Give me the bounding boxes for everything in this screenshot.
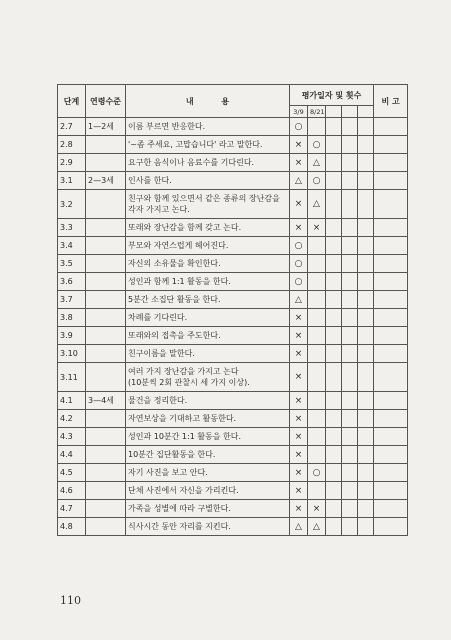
content-line: 또래와의 접촉을 주도한다. (128, 331, 221, 340)
content-line: 요구한 음식이나 음료수를 기다린다. (128, 158, 255, 167)
table-row (58, 309, 408, 327)
note-cell (374, 446, 408, 464)
step-cell: 4.2 (58, 410, 86, 428)
eval-mark-5 (358, 237, 374, 255)
step-cell: 2.7 (58, 118, 86, 136)
step-cell: 4.3 (58, 428, 86, 446)
eval-mark-3 (326, 136, 342, 154)
header-note: 비 고 (374, 85, 408, 118)
note-cell (374, 118, 408, 136)
content-line: 가족을 성별에 따라 구별한다. (128, 504, 231, 513)
eval-mark-5 (358, 291, 374, 309)
eval-mark-1: △ (290, 518, 308, 536)
eval-mark-3 (326, 446, 342, 464)
table-row (58, 500, 408, 518)
eval-mark-2: △ (308, 154, 326, 172)
header-content: 내 용 (126, 85, 290, 118)
eval-mark-5 (358, 118, 374, 136)
step-cell: 2.8 (58, 136, 86, 154)
eval-mark-2: × (308, 219, 326, 237)
table-row (58, 446, 408, 464)
eval-mark-3 (326, 118, 342, 136)
eval-mark-1: ○ (290, 118, 308, 136)
content-line: 차례를 기다린다. (128, 313, 188, 322)
level-cell (86, 327, 126, 345)
eval-mark-4 (342, 428, 358, 446)
step-cell: 4.7 (58, 500, 86, 518)
level-cell: 1—2세 (86, 118, 126, 136)
level-cell (86, 154, 126, 172)
content-line: 이름 부르면 반응한다. (128, 122, 206, 131)
eval-mark-4 (342, 410, 358, 428)
eval-mark-5 (358, 190, 374, 219)
note-cell (374, 345, 408, 363)
content-line: 자신의 소유물을 확인한다. (128, 259, 221, 268)
eval-mark-2 (308, 345, 326, 363)
eval-mark-5 (358, 255, 374, 273)
eval-mark-2 (308, 428, 326, 446)
header-date-2: 8/21 (308, 106, 326, 118)
eval-mark-5 (358, 136, 374, 154)
content-line: 자연보상을 기대하고 활동한다. (128, 414, 237, 423)
eval-mark-2: ○ (308, 172, 326, 190)
eval-mark-1: × (290, 392, 308, 410)
content-cell (126, 255, 290, 273)
step-cell: 4.4 (58, 446, 86, 464)
eval-mark-1: × (290, 190, 308, 219)
step-cell: 3.4 (58, 237, 86, 255)
eval-mark-4 (342, 327, 358, 345)
table-row (58, 118, 408, 136)
eval-mark-3 (326, 219, 342, 237)
eval-mark-2: ○ (308, 136, 326, 154)
content-line: 물건을 정리한다. (128, 396, 188, 405)
content-cell (126, 237, 290, 255)
eval-mark-4 (342, 518, 358, 536)
content-cell (126, 273, 290, 291)
eval-mark-3 (326, 482, 342, 500)
eval-mark-5 (358, 428, 374, 446)
level-cell (86, 500, 126, 518)
note-cell (374, 237, 408, 255)
note-cell (374, 136, 408, 154)
note-cell (374, 273, 408, 291)
step-cell: 3.11 (58, 363, 86, 392)
level-cell: 3—4세 (86, 392, 126, 410)
step-cell: 3.1 (58, 172, 86, 190)
step-cell: 4.6 (58, 482, 86, 500)
content-line: 성인과 10분간 1:1 활동을 한다. (128, 432, 242, 441)
level-cell (86, 219, 126, 237)
eval-mark-3 (326, 518, 342, 536)
eval-mark-1: × (290, 428, 308, 446)
content-cell (126, 345, 290, 363)
eval-mark-4 (342, 363, 358, 392)
eval-mark-4 (342, 136, 358, 154)
content-cell (126, 428, 290, 446)
table-row (58, 255, 408, 273)
content-cell (126, 500, 290, 518)
table-row (58, 428, 408, 446)
eval-mark-3 (326, 273, 342, 291)
table-row (58, 190, 408, 219)
eval-mark-1: × (290, 219, 308, 237)
eval-mark-1: × (290, 154, 308, 172)
eval-mark-3 (326, 190, 342, 219)
eval-mark-2: △ (308, 190, 326, 219)
table-row (58, 219, 408, 237)
step-cell: 3.9 (58, 327, 86, 345)
table-row (58, 410, 408, 428)
step-cell: 3.7 (58, 291, 86, 309)
note-cell (374, 482, 408, 500)
content-line: 부모와 자연스럽게 헤어진다. (128, 241, 229, 250)
table-row (58, 154, 408, 172)
step-cell: 4.8 (58, 518, 86, 536)
level-cell (86, 190, 126, 219)
level-cell (86, 273, 126, 291)
level-cell (86, 428, 126, 446)
eval-mark-5 (358, 327, 374, 345)
content-cell (126, 309, 290, 327)
content-line: 또래와 장난감을 함께 갖고 논다. (128, 223, 242, 232)
step-cell: 3.2 (58, 190, 86, 219)
eval-mark-4 (342, 500, 358, 518)
eval-mark-1: × (290, 345, 308, 363)
note-cell (374, 518, 408, 536)
note-cell (374, 428, 408, 446)
eval-mark-1: × (290, 500, 308, 518)
eval-mark-4 (342, 273, 358, 291)
header-eval: 평가일자 및 횟수 (290, 85, 374, 106)
table-body (58, 118, 408, 536)
content-cell (126, 446, 290, 464)
eval-mark-5 (358, 273, 374, 291)
header-step: 단계 (58, 85, 86, 118)
eval-mark-2: △ (308, 518, 326, 536)
eval-mark-1: × (290, 309, 308, 327)
table-row (58, 464, 408, 482)
eval-mark-4 (342, 255, 358, 273)
eval-mark-2 (308, 446, 326, 464)
content-line: 10분간 집단활동을 한다. (128, 450, 216, 459)
content-line: 각자 가지고 논다. (128, 205, 190, 214)
eval-mark-5 (358, 363, 374, 392)
eval-mark-1: △ (290, 291, 308, 309)
eval-mark-1: × (290, 410, 308, 428)
eval-mark-1: ○ (290, 237, 308, 255)
eval-mark-2 (308, 410, 326, 428)
content-line: 인사를 한다. (128, 176, 172, 185)
level-cell (86, 136, 126, 154)
eval-mark-1: ○ (290, 255, 308, 273)
content-line: 친구이름을 말한다. (128, 349, 195, 358)
step-cell: 3.8 (58, 309, 86, 327)
level-cell (86, 345, 126, 363)
eval-mark-5 (358, 309, 374, 327)
eval-mark-5 (358, 154, 374, 172)
content-line: 여러 가지 장난감을 가지고 논다 (128, 367, 239, 376)
content-cell (126, 154, 290, 172)
note-cell (374, 190, 408, 219)
content-cell (126, 136, 290, 154)
note-cell (374, 392, 408, 410)
eval-mark-3 (326, 291, 342, 309)
step-cell: 3.3 (58, 219, 86, 237)
content-line: 단체 사진에서 자신을 가리킨다. (128, 486, 239, 495)
eval-mark-3 (326, 345, 342, 363)
table-row (58, 392, 408, 410)
step-cell: 4.5 (58, 464, 86, 482)
eval-mark-5 (358, 464, 374, 482)
content-cell (126, 482, 290, 500)
eval-mark-2 (308, 363, 326, 392)
content-line: 5분간 소집단 활동을 한다. (128, 295, 221, 304)
eval-mark-4 (342, 190, 358, 219)
eval-mark-3 (326, 309, 342, 327)
level-cell (86, 410, 126, 428)
eval-mark-4 (342, 392, 358, 410)
header-date-4 (342, 106, 358, 118)
eval-mark-5 (358, 410, 374, 428)
eval-mark-3 (326, 363, 342, 392)
table-row (58, 291, 408, 309)
header-date-3 (326, 106, 342, 118)
table-row (58, 172, 408, 190)
eval-mark-1: × (290, 482, 308, 500)
content-line: 자기 사진을 보고 안다. (128, 468, 208, 477)
eval-mark-2 (308, 327, 326, 345)
table-row (58, 482, 408, 500)
eval-mark-3 (326, 255, 342, 273)
content-cell (126, 327, 290, 345)
note-cell (374, 363, 408, 392)
eval-mark-1: × (290, 327, 308, 345)
table-row (58, 345, 408, 363)
level-cell (86, 309, 126, 327)
eval-mark-2: ○ (308, 464, 326, 482)
content-cell (126, 363, 290, 392)
content-line: 성인과 함께 1:1 활동을 한다. (128, 277, 231, 286)
note-cell (374, 327, 408, 345)
eval-mark-3 (326, 172, 342, 190)
eval-mark-3 (326, 392, 342, 410)
eval-mark-2: × (308, 500, 326, 518)
note-cell (374, 309, 408, 327)
eval-mark-5 (358, 345, 374, 363)
content-cell (126, 518, 290, 536)
eval-mark-1: × (290, 464, 308, 482)
eval-mark-5 (358, 219, 374, 237)
header-date-1: 3/9 (290, 106, 308, 118)
content-line: (10분씩 2회 관찰시 세 가지 이상). (128, 378, 250, 387)
eval-mark-5 (358, 172, 374, 190)
content-cell (126, 118, 290, 136)
note-cell (374, 410, 408, 428)
eval-mark-2 (308, 118, 326, 136)
content-cell (126, 291, 290, 309)
step-cell: 2.9 (58, 154, 86, 172)
level-cell (86, 237, 126, 255)
step-cell: 3.5 (58, 255, 86, 273)
eval-mark-4 (342, 219, 358, 237)
level-cell (86, 464, 126, 482)
table-row (58, 518, 408, 536)
table-row (58, 327, 408, 345)
table-row (58, 136, 408, 154)
eval-mark-4 (342, 154, 358, 172)
content-line: '~좀 주세요, 고맙습니다' 라고 말한다. (128, 140, 263, 149)
eval-mark-4 (342, 482, 358, 500)
note-cell (374, 464, 408, 482)
step-cell: 3.10 (58, 345, 86, 363)
level-cell (86, 482, 126, 500)
eval-mark-2 (308, 291, 326, 309)
step-cell: 4.1 (58, 392, 86, 410)
note-cell (374, 291, 408, 309)
level-cell: 2—3세 (86, 172, 126, 190)
eval-mark-5 (358, 392, 374, 410)
eval-mark-2 (308, 237, 326, 255)
eval-mark-5 (358, 500, 374, 518)
eval-mark-4 (342, 118, 358, 136)
content-line: 친구와 함께 있으면서 같은 종류의 장난감을 (128, 194, 280, 203)
eval-mark-2 (308, 255, 326, 273)
eval-mark-3 (326, 464, 342, 482)
eval-mark-2 (308, 392, 326, 410)
table-row (58, 273, 408, 291)
content-cell (126, 464, 290, 482)
eval-mark-3 (326, 154, 342, 172)
eval-mark-2 (308, 309, 326, 327)
eval-mark-1: △ (290, 172, 308, 190)
eval-mark-5 (358, 518, 374, 536)
eval-mark-1: × (290, 136, 308, 154)
content-cell (126, 392, 290, 410)
header-level: 연령수준 (86, 85, 126, 118)
content-cell (126, 219, 290, 237)
eval-mark-4 (342, 464, 358, 482)
eval-mark-4 (342, 446, 358, 464)
page-number: 110 (60, 594, 81, 607)
note-cell (374, 154, 408, 172)
level-cell (86, 291, 126, 309)
eval-mark-5 (358, 482, 374, 500)
content-cell (126, 190, 290, 219)
eval-mark-2 (308, 273, 326, 291)
note-cell (374, 500, 408, 518)
eval-mark-3 (326, 327, 342, 345)
eval-mark-5 (358, 446, 374, 464)
table-row (58, 237, 408, 255)
content-cell (126, 410, 290, 428)
level-cell (86, 446, 126, 464)
step-cell: 3.6 (58, 273, 86, 291)
level-cell (86, 518, 126, 536)
evaluation-table (57, 84, 408, 536)
header-date-5 (358, 106, 374, 118)
content-line: 식사시간 동안 자리를 지킨다. (128, 522, 231, 531)
eval-mark-3 (326, 428, 342, 446)
note-cell (374, 255, 408, 273)
eval-mark-2 (308, 482, 326, 500)
table-row (58, 363, 408, 392)
eval-mark-4 (342, 237, 358, 255)
eval-mark-1: × (290, 363, 308, 392)
eval-mark-1: ○ (290, 273, 308, 291)
eval-mark-3 (326, 237, 342, 255)
level-cell (86, 363, 126, 392)
eval-mark-1: × (290, 446, 308, 464)
eval-mark-4 (342, 172, 358, 190)
eval-mark-4 (342, 291, 358, 309)
note-cell (374, 219, 408, 237)
level-cell (86, 255, 126, 273)
note-cell (374, 172, 408, 190)
eval-mark-3 (326, 500, 342, 518)
eval-mark-3 (326, 410, 342, 428)
content-cell (126, 172, 290, 190)
eval-mark-4 (342, 345, 358, 363)
eval-mark-4 (342, 309, 358, 327)
